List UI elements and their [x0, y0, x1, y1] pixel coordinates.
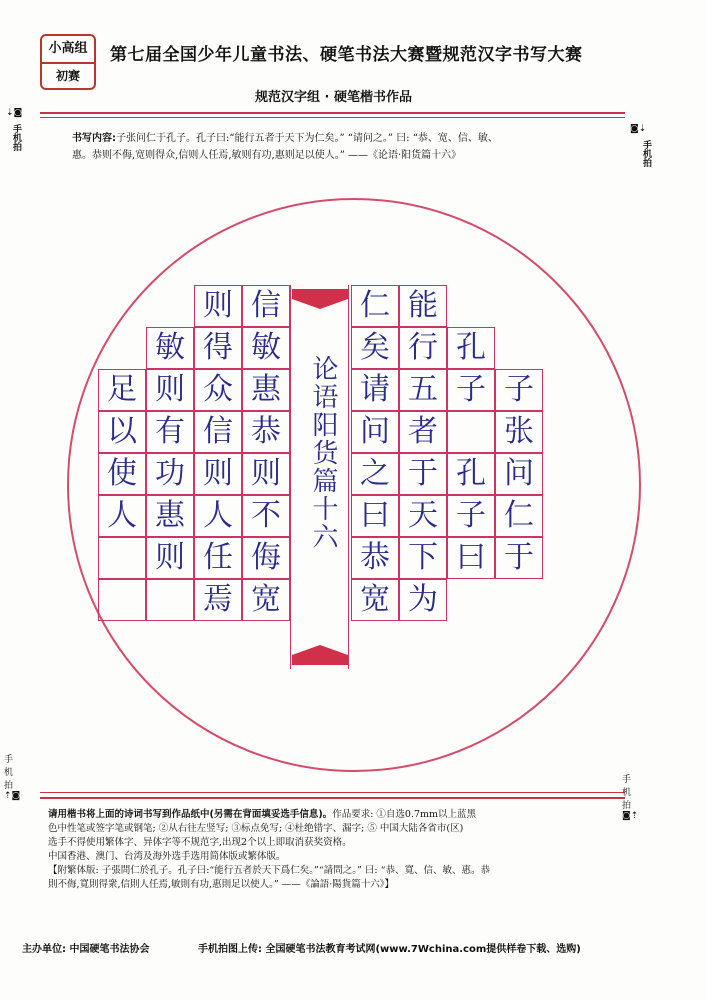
grid-cell: 仁: [495, 495, 543, 537]
grid-cell: 行: [399, 327, 447, 369]
grid-cell: 敏: [242, 327, 290, 369]
grid-cell: 为: [399, 579, 447, 621]
grid-cell: 曰: [447, 537, 495, 579]
grid-cell: 得: [194, 327, 242, 369]
phone-icon-left: 手 机 拍 ⇡◙: [4, 755, 21, 801]
content-line-2: 惠。恭则不侮,宽则得众,信则人任焉,敏则有功,惠则足以使人。” ——《论语·阳货篇十六》: [72, 150, 462, 161]
grid-cell: 之: [351, 453, 399, 495]
content-label: 书写内容:: [72, 133, 116, 144]
grid-cell: 则: [194, 285, 242, 327]
camera-icon: ⇣◙: [6, 108, 23, 118]
grid-cell: 宽: [242, 579, 290, 621]
grid-cell: 子: [447, 495, 495, 537]
grid-cell: 则: [146, 369, 194, 411]
instructions-line-2: 色中性笔或签字笔或钢笔; ②从右往左竖写; ③标点免写; ④杜绝错字、漏字; ⑤ 中国大陆各省市(区): [48, 823, 464, 834]
grid-cell: 恭: [242, 411, 290, 453]
grid-cell: 矣: [351, 327, 399, 369]
grid-cell: 信: [194, 411, 242, 453]
grid-cell: 仁: [351, 285, 399, 327]
instructions-heading: 请用楷书将上面的诗词书写到作品纸中(另需在背面填妥选手信息)。: [48, 809, 333, 820]
grid-cell: 使: [98, 453, 146, 495]
grid-cell: 能: [399, 285, 447, 327]
grid-cell: 则: [146, 537, 194, 579]
grid-cell: 于: [399, 453, 447, 495]
left-phone-note: 手机拍: [11, 124, 21, 151]
grid-cell: 问: [495, 453, 543, 495]
badge-round-label: 初赛: [55, 69, 80, 83]
instructions-line-4: 中国香港、澳门、台湾及海外选手选用简体版或繁体版。: [48, 851, 286, 862]
grid-cell: 宽: [351, 579, 399, 621]
bottom-divider: [40, 797, 625, 799]
instructions-line-5: 【附繁体版: 子張問仁於孔子。孔子曰:“能行五者於天下爲仁矣。”“請問之。” 曰: “恭、寬、信、敏、惠。恭: [48, 865, 490, 876]
grid-cell: 侮: [242, 537, 290, 579]
organizer: 主办单位: 中国硬笔书法协会: [22, 944, 150, 955]
grid-cell: 子: [495, 369, 543, 411]
page-title: 第七届全国少年儿童书法、硬笔书法大赛暨规范汉字书写大赛: [110, 45, 583, 65]
grid-cell: 有: [146, 411, 194, 453]
grid-cell: 惠: [146, 495, 194, 537]
grid-cell: 者: [399, 411, 447, 453]
center-title: 论语阳货篇十六: [308, 355, 338, 551]
grid-cell: 人: [194, 495, 242, 537]
grid-cell: 则: [194, 453, 242, 495]
upload-info: 手机拍图上传: 全国硬笔书法教育考试网(www.7Wchina.com提供样卷下载、选购): [198, 944, 581, 955]
grid-cell: 孔: [447, 327, 495, 369]
grid-cell: [146, 579, 194, 621]
right-phone-note: 手机拍: [641, 140, 651, 167]
page-subtitle: 规范汉字组 · 硬笔楷书作品: [255, 90, 412, 105]
grid-cell: 则: [242, 453, 290, 495]
badge-group-label: 小高组: [42, 36, 94, 64]
grid-cell: 信: [242, 285, 290, 327]
grid-cell: 不: [242, 495, 290, 537]
grid-cell: 张: [495, 411, 543, 453]
grid-cell: 恭: [351, 537, 399, 579]
grid-cell: 敏: [146, 327, 194, 369]
grid-cell: 足: [98, 369, 146, 411]
grid-cell: 下: [399, 537, 447, 579]
grid-cell: [447, 411, 495, 453]
grid-cell: 问: [351, 411, 399, 453]
grid-cell: 功: [146, 453, 194, 495]
instructions: [48, 808, 658, 892]
phone-icon-right: 手 机 拍 ◙⇡: [622, 775, 639, 821]
grid-cell: 请: [351, 369, 399, 411]
grid-cell: [98, 579, 146, 621]
bottom-divider-thin: [40, 792, 625, 793]
instructions-line-1: 作品要求: ①自选0.7mm以上蓝黑: [332, 809, 477, 820]
grid-cell: 子: [447, 369, 495, 411]
instructions-line-3: 选手不得使用繁体字、异体字等不规范字,出现2个以上即取消获奖资格。: [48, 837, 352, 848]
grid-cell: 以: [98, 411, 146, 453]
instructions-line-6: 則不侮,寬則得衆,信則人任焉,敏則有功,惠則足以使人。” ——《論語·陽貨篇十六》】: [48, 879, 394, 890]
grid-cell: 焉: [194, 579, 242, 621]
grid-cell: 孔: [447, 453, 495, 495]
grid-cell: 于: [495, 537, 543, 579]
grid-cell: 天: [399, 495, 447, 537]
center-title-band: [290, 285, 350, 669]
grid-cell: 五: [399, 369, 447, 411]
grid-cell: [98, 537, 146, 579]
grid-cell: 众: [194, 369, 242, 411]
grid-cell: 任: [194, 537, 242, 579]
content-line-1: 子张问仁于孔子。孔子曰:“能行五者于天下为仁矣。” “请问之。” 曰: “恭、宽、信、敏、: [116, 133, 498, 144]
camera-icon-right: ◙⇣: [630, 124, 647, 134]
grid-cell: 曰: [351, 495, 399, 537]
grid-cell: 人: [98, 495, 146, 537]
grid-cell: 惠: [242, 369, 290, 411]
